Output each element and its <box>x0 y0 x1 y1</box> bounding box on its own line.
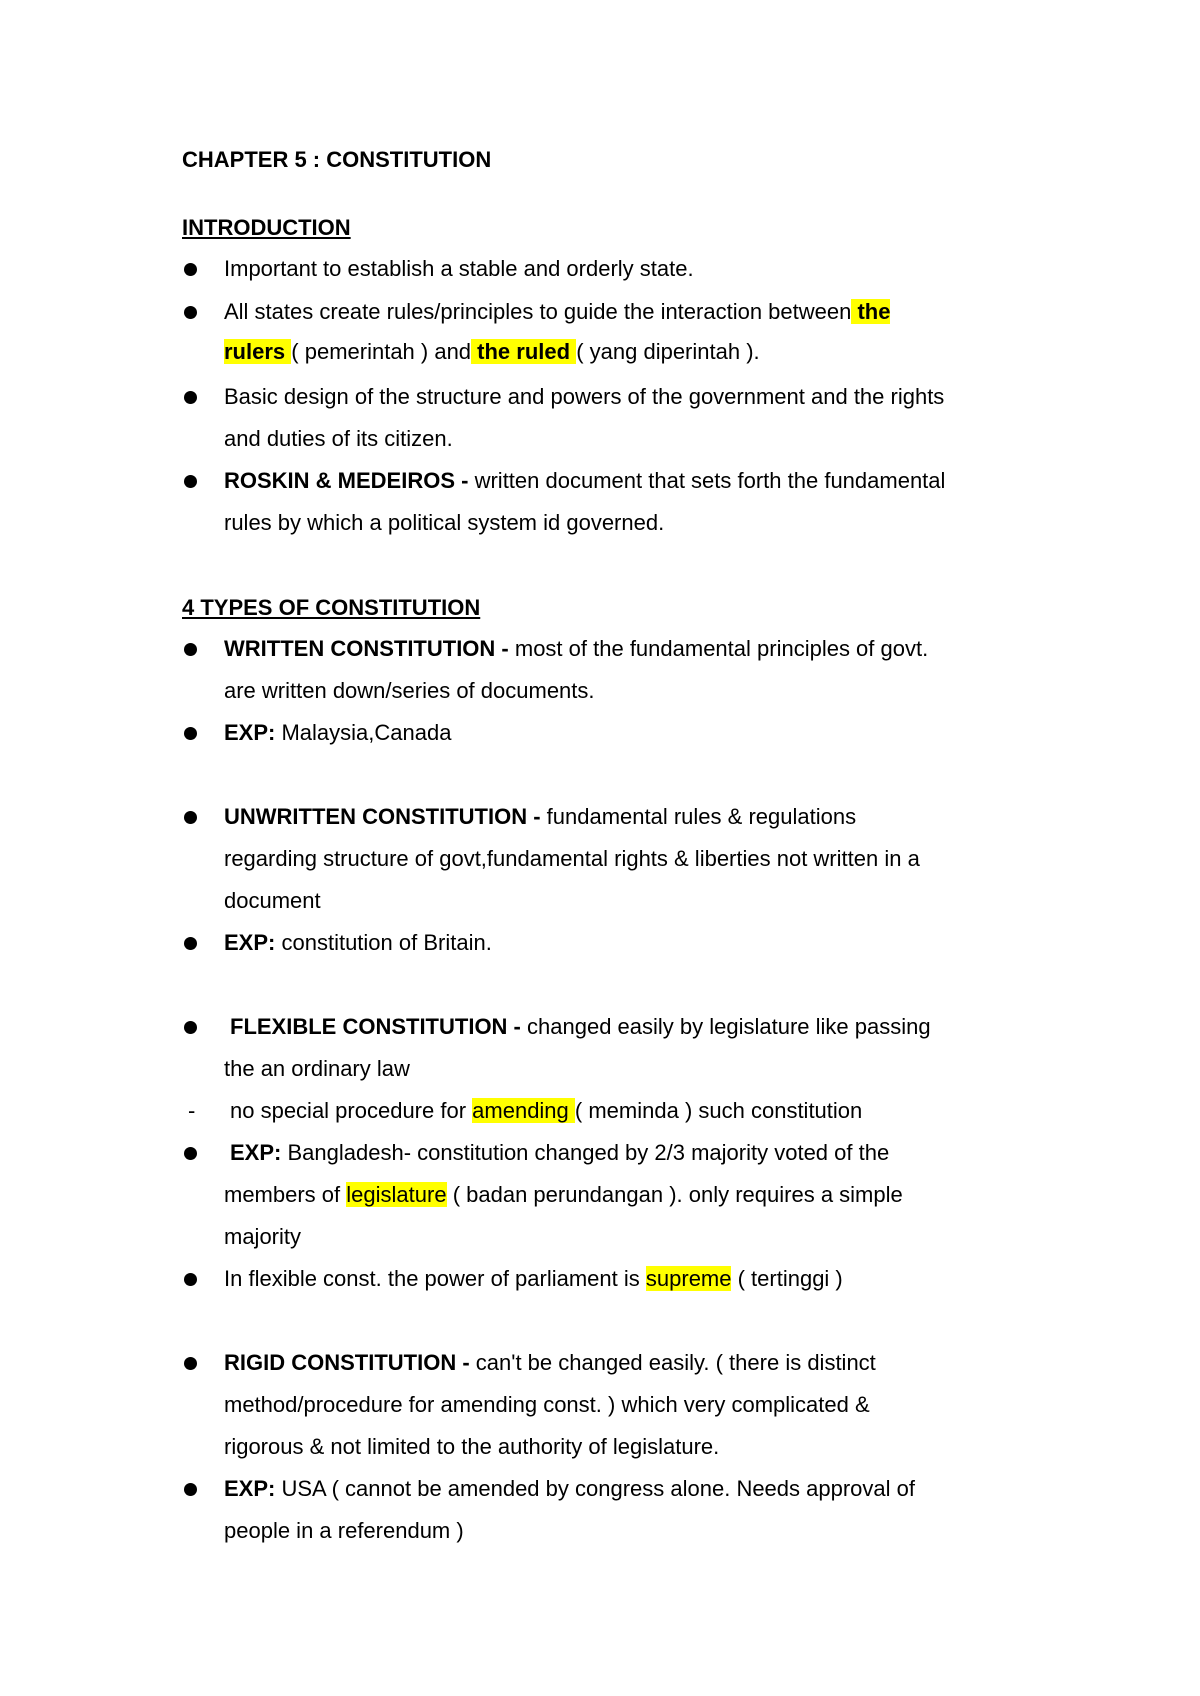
bullet-icon <box>184 1483 197 1496</box>
bullet-icon <box>184 391 197 404</box>
introduction-heading: INTRODUCTION <box>182 215 351 240</box>
bullet-icon <box>184 1147 197 1160</box>
bullet-icon <box>184 727 197 740</box>
document-page: CHAPTER 5 : CONSTITUTION INTRODUCTION Important to establish a stable and orderly state. All states create rules/principles to guide the interaction between the rulers ( pemerintah ) and the ruled ( yang diperintah ). Basic design of the structure and powers of the government and the rights and duties of its citizen. ROSKIN & MEDEIROS - written document that sets forth the fundamental rules by which a political system id governed. 4 TYPES OF CONSTITUTION WRITTEN CONSTITUTION - most of the fundamental principles of govt. are written down/series of documents. EXP: Malaysia,Canada UNWRITTEN CONSTITUTION - fundamental rules & regulations regarding structure of govt,fundamental rights & liberties not written in a document EXP: constitution of Britain. FLEXIBLE CONSTITUTION - changed easily by legislature like passing the an ordinary law - no special procedure for amending ( meminda ) such constitution EXP: Bangladesh- constitution changed by 2/3 majority voted of the members of legislature ( badan perundangan ). only requires a simple majority In flexible const. the power of parliament is supreme ( tertinggi ) RIGID CONSTITUTION - can't be changed easily. ( there is distinct method/procedure for amending const. ) which very complicated & rigorous & not limited to the authority of legislature. EXP: USA ( cannot be amended by congress alone. Needs approval of people in a referendum ) <box>182 147 946 1543</box>
bullet-icon <box>184 1357 197 1370</box>
bullet-icon <box>184 306 197 319</box>
bullet-icon <box>184 811 197 824</box>
bullet-icon <box>184 263 197 276</box>
dash-marker: - <box>188 1098 196 1123</box>
bullet-icon <box>184 643 197 656</box>
bullet-icon <box>184 1273 197 1286</box>
bullet-icon <box>184 1021 197 1034</box>
bullet-icon <box>184 937 197 950</box>
page-title: CHAPTER 5 : CONSTITUTION <box>182 147 492 172</box>
types-heading: 4 TYPES OF CONSTITUTION <box>182 595 481 620</box>
bullet-icon <box>184 475 197 488</box>
